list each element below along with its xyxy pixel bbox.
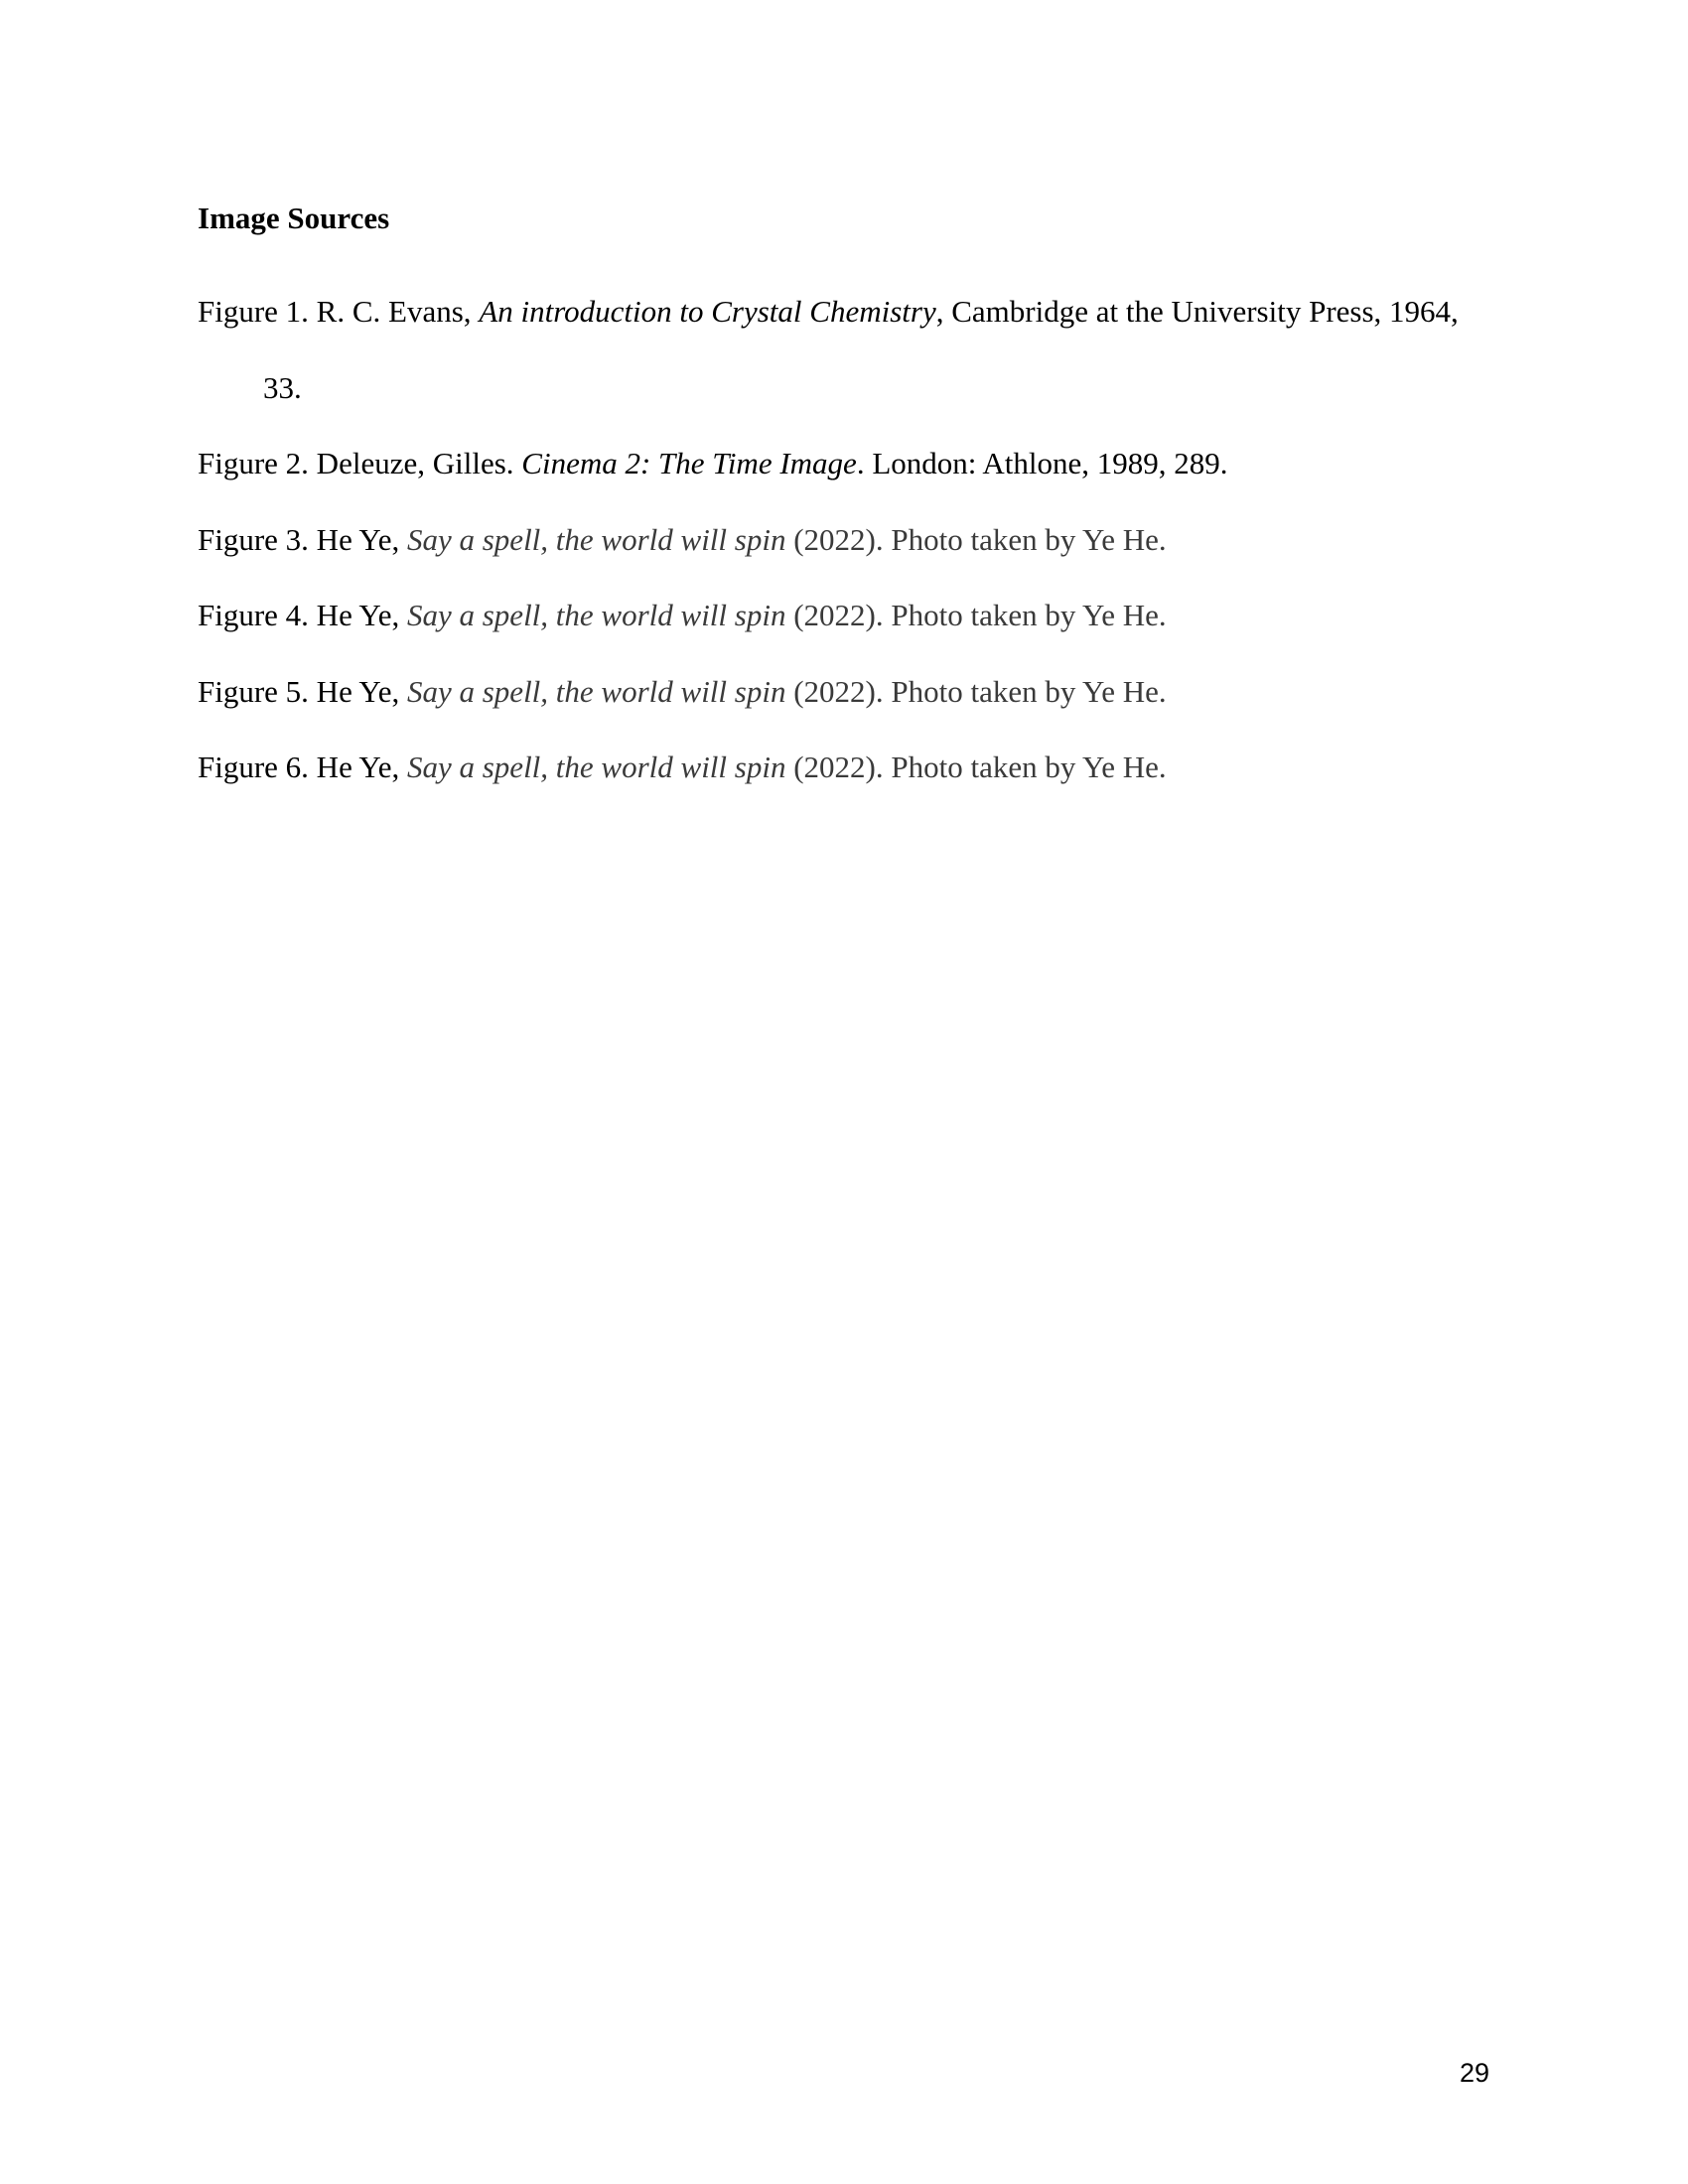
section-heading: Image Sources <box>198 201 390 235</box>
entry-title: An introduction to Crystal Chemistry <box>479 294 936 329</box>
entry-rest: (2022). Photo taken by Ye He. <box>785 598 1167 632</box>
entry-prefix: Figure 5. He Ye, <box>198 673 407 709</box>
entry-title: Say a spell, the world will spin <box>406 750 786 784</box>
entry-prefix: Figure 6. He Ye, <box>198 750 407 784</box>
page-number: 29 <box>1460 2058 1490 2088</box>
entry-title: Say a spell, the world will spin <box>406 673 786 709</box>
list-item-figure-3 <box>198 502 1488 579</box>
entry-title: Say a spell, the world will spin <box>406 598 786 632</box>
entry-rest: . London: Athlone, 1989, 289. <box>856 446 1228 480</box>
entry-title: Cinema 2: The Time Image <box>521 446 857 480</box>
list-item-figure-5 <box>198 654 1488 731</box>
entry-prefix: Figure 2. Deleuze, Gilles. <box>198 446 522 480</box>
list-item-figure-1 <box>198 274 1488 426</box>
entry-prefix: Figure 4. He Ye, <box>198 598 407 632</box>
entry-title: Say a spell, the world will spin <box>406 521 786 557</box>
list-item-figure-6 <box>198 730 1488 806</box>
image-sources-list <box>198 274 1488 806</box>
entry-prefix: Figure 1. R. C. Evans, <box>198 294 480 329</box>
entry-prefix: Figure 3. He Ye, <box>198 521 407 557</box>
list-item-figure-2 <box>198 426 1488 502</box>
entry-rest: (2022). Photo taken by Ye He. <box>785 673 1167 709</box>
entry-rest: , Cambridge at the University Press, 1964, 33. <box>263 294 1459 405</box>
entry-rest: (2022). Photo taken by Ye He. <box>785 750 1167 784</box>
entry-rest: (2022). Photo taken by Ye He. <box>785 521 1167 557</box>
list-item-figure-4 <box>198 578 1488 654</box>
